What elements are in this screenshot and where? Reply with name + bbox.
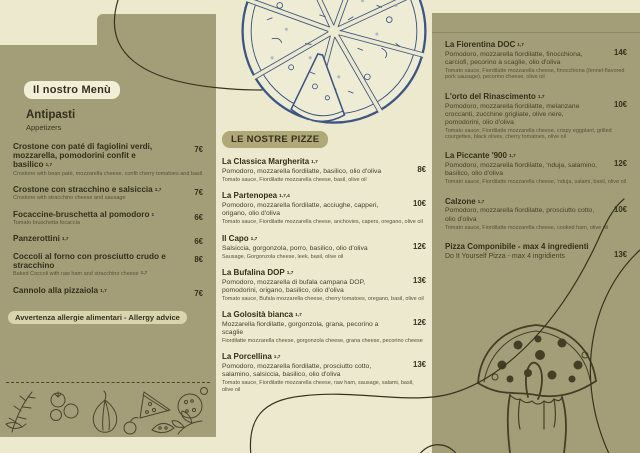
pizza-illustration	[234, 0, 434, 134]
item-name: La Bufalina DOP 1,7	[222, 267, 294, 277]
item-price: 6€	[194, 212, 203, 222]
item-description: Pomodoro, mozzarella fiordilatte, finocchiona, carciofi, pecorino a scaglie, olio d'oliva	[445, 50, 583, 66]
allergen-marks: 1,7	[45, 163, 53, 169]
item-translation: Sausage, Gorgonzola cheese, leek, basil, olive oil	[222, 253, 344, 260]
section-subtitle-appetizers: Appetizers	[26, 123, 62, 132]
allergen-marks: 1,7	[537, 94, 545, 100]
menu-item	[445, 243, 627, 261]
allergen-marks: 1,7	[61, 237, 69, 243]
allergen-marks: 1,7	[477, 199, 485, 205]
item-translation: Tomato sauce, Fiordilatte mozzarella cheese, anchovies, capers, oregano, olive oil	[222, 219, 423, 226]
item-description: Do It Yourself Pizza - max 4 ingridients	[445, 252, 565, 260]
item-description: Mozzarella fiordilatte, gorgonzola, grana, pecorino a scaglie	[222, 321, 379, 337]
item-translation: Tomato sauce, Fiordilatte mozzarella cheese, cooked ham, olive oil	[445, 224, 609, 231]
menu-item	[445, 41, 627, 81]
allergen-marks: 1,7	[154, 188, 162, 194]
menu-item	[13, 142, 203, 177]
item-price: 8€	[194, 254, 203, 264]
item-name: L'orto del Rinascimento 1,7	[445, 91, 545, 101]
item-description: Pomodoro, mozzarella fiordilatte, acciughe, capperi, origano, olio d'oliva	[222, 202, 379, 218]
allergen-marks: 1,7	[286, 270, 294, 276]
item-price: 12€	[613, 159, 627, 169]
item-price: 13€	[412, 360, 426, 370]
allergen-marks: 1,7	[250, 236, 258, 242]
item-price: 13€	[613, 249, 627, 259]
right-panel	[432, 13, 640, 453]
panel-fold-seam	[432, 32, 640, 33]
menu-item	[445, 93, 627, 141]
item-name: Pizza Componibile - max 4 ingredienti	[445, 241, 589, 251]
item-description: Pomodoro, mozzarella fiordilatte, basilico, olio d'oliva	[222, 167, 382, 175]
allergen-marks: 1,7	[508, 154, 516, 160]
menu-item	[13, 185, 203, 202]
item-name: La Piccante '900 1,7	[445, 151, 516, 161]
middle-panel	[216, 0, 432, 453]
item-name: La Classica Margherita 1,7	[222, 157, 318, 166]
item-price: 6€	[194, 237, 203, 247]
menu-title-pill: Il nostro Menù	[24, 81, 120, 99]
item-price: 14€	[613, 48, 627, 57]
menu-item	[445, 198, 627, 231]
item-name: Crostone con stracchino e salsiccia 1,7	[13, 185, 162, 195]
item-name: La Porcellina 1,7	[222, 352, 281, 362]
menu-item	[445, 152, 627, 185]
allergen-marks: 1	[151, 212, 155, 218]
item-price: 10€	[613, 204, 627, 214]
menu-item	[13, 210, 203, 227]
item-translation: Tomato sauce, Fiordilatte mozzarella cheese, 'nduja, salami, basil, olive oil	[445, 179, 627, 186]
allergen-marks: 1,7,4	[279, 194, 290, 200]
item-description: Pomodoro, mozzarella fiordilatte, prosciutto cotto, salamino, salsiccia, basilico, olio d'oliva	[222, 363, 372, 379]
menu-item	[13, 285, 203, 298]
allergen-marks: 1,7	[311, 160, 318, 165]
item-translation: Tomato sauce, Fiordilatte mozzarella cheese, finocchiona (fennel-flavored pork sausage), pecorino cheese, olive oil	[445, 67, 625, 81]
item-translation: Tomato bruschetta focaccia	[13, 220, 80, 227]
pizza-item-list-right	[445, 41, 627, 273]
pizza-item-list-middle	[222, 158, 426, 402]
menu-item	[222, 269, 426, 302]
item-translation: Tomato sauce, Fiordilatte mozzarella cheese, basil, olive oil	[222, 176, 367, 183]
item-name: Focaccine-bruschetta al pomodoro 1	[13, 209, 155, 219]
item-translation: Crostone with stracchino cheese and sausage	[13, 195, 126, 202]
left-panel-top-extension	[97, 14, 216, 54]
item-translation: Crostone with bean paté, mozzarella cheese, confit cherry tomatoes and basil	[13, 170, 203, 177]
item-name: Il Capo 1,7	[222, 233, 258, 243]
pizze-title-pill: LE NOSTRE PIZZE	[222, 131, 328, 148]
allergen-marks: 1,7	[517, 43, 524, 48]
item-description: Pomodoro, mozzarella fiordilatte, melanzane croccanti, zucchine grigliate, olive nere, pomodorini, olio d'oliva	[445, 102, 580, 126]
allergen-marks: 1,7	[273, 355, 281, 361]
item-price: 8€	[417, 165, 426, 174]
item-translation: Fiordilatte mozzarella cheese, gorgonzola cheese, grana cheese, pecorino cheese	[222, 338, 423, 345]
item-translation: Tomato sauce, Fiordilatte mozzarella cheese, crispy eggplant, grilled courgettes, black olives, cherry tomatoes, olive oil	[445, 127, 612, 140]
item-price: 7€	[194, 188, 203, 198]
item-description: Pomodoro, mozzarella fiordilatte, 'nduja, salamino, basilico, olio d'oliva	[445, 162, 598, 178]
menu-item	[222, 353, 426, 393]
item-price: 13€	[412, 275, 426, 285]
item-price: 12€	[412, 241, 426, 251]
ingredient-doodles-illustration	[2, 384, 212, 436]
item-name: Cannolo alla pizzaiola 1,7	[13, 285, 107, 295]
dashed-divider	[6, 382, 210, 383]
item-name: La Fiorentina DOC 1,7	[445, 40, 524, 49]
menu-item	[222, 235, 426, 260]
item-translation: Tomato sauce, Fiordilatte mozzarella cheese, raw ham, sausage, salami, basil, olive oil	[222, 380, 414, 393]
menu-item	[222, 192, 426, 225]
item-price: 7€	[194, 145, 203, 154]
item-name: Coccoli al forno con prosciutto crudo e stracchino	[13, 251, 166, 270]
item-translation: Tomato sauce, Bufala mozzarella cheese, cherry tomatoes, oregano, basil, olive oil	[222, 295, 424, 302]
hand-holding-pizza-illustration	[450, 303, 625, 453]
menu-item	[222, 311, 426, 344]
item-name: La Partenopea 1,7,4	[222, 191, 290, 201]
item-description: Pomodoro, mozzarella di bufala campana DOP, pomodorini, origano, basilico, olio d'oliva	[222, 278, 366, 294]
item-name: La Golosità bianca 1,7	[222, 310, 302, 320]
item-price: 7€	[194, 288, 203, 298]
item-name: Panzerottini 1,7	[13, 234, 69, 244]
item-description: Salsiccia, gorgonzola, porro, basilico, olio d'oliva	[222, 244, 368, 252]
allergy-title-pill: Avvertenza allergie alimentari - Allergy advice	[8, 311, 187, 324]
section-title-antipasti: Antipasti	[26, 109, 76, 121]
left-panel	[0, 45, 216, 437]
item-description: Pomodoro, mozzarella fiordilatte, prosciutto cotto, olio d'oliva	[445, 207, 595, 223]
menu-item	[13, 234, 203, 247]
item-price: 10€	[412, 199, 426, 209]
item-price: 12€	[412, 318, 426, 328]
allergen-marks: 1,7	[140, 271, 148, 277]
allergen-marks: 1,7	[100, 288, 107, 294]
item-name: Calzone 1,7	[445, 196, 485, 206]
menu-item	[13, 252, 203, 278]
item-price: 10€	[613, 99, 627, 109]
item-name: Crostone con paté di fagiolini verdi, mozzarella, pomodorini confit e basilico 1,7	[13, 142, 153, 170]
allergen-marks: 1,7	[295, 313, 302, 319]
menu-item	[222, 158, 426, 183]
item-translation: Baked Coccoli with raw ham and stracchino cheese 1,7	[13, 271, 148, 278]
antipasti-item-list	[13, 142, 203, 303]
